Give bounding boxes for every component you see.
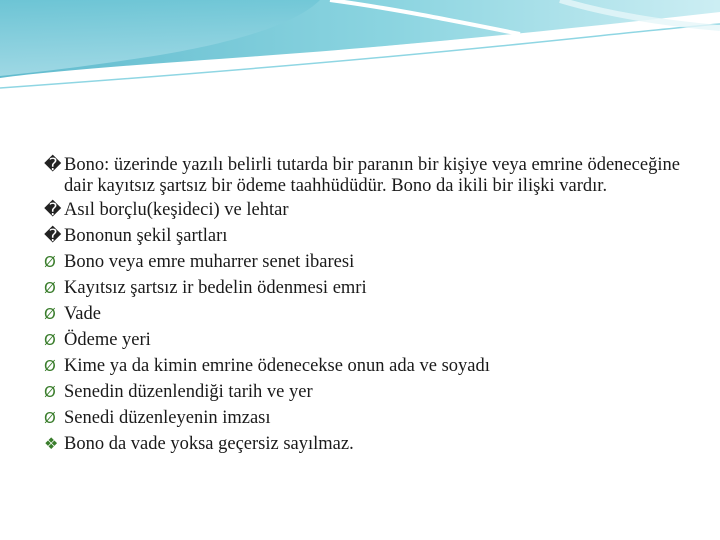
list-item-text: Senedi düzenleyenin imzası bbox=[64, 408, 271, 428]
list-item bbox=[44, 327, 684, 353]
replacement-char-icon: � bbox=[44, 226, 62, 246]
arrow-bullet-icon: Ø bbox=[44, 253, 56, 271]
list-item-text: Bono veya emre muharrer senet ibaresi bbox=[64, 252, 355, 272]
list-item bbox=[44, 249, 684, 275]
list-item bbox=[44, 197, 684, 223]
arrow-bullet-icon: Ø bbox=[44, 331, 56, 349]
arrow-bullet-icon: Ø bbox=[44, 279, 56, 297]
arrow-bullet-icon: Ø bbox=[44, 383, 56, 401]
list-item-text: Senedin düzenlendiği tarih ve yer bbox=[64, 382, 313, 402]
list-item-text: Bono: üzerinde yazılı belirli tutarda bir paranın bir kişiye veya emrine ödeneceğine dair kayıtsız şartsız bir ödeme taahhüdüdür. Bono da ikili bir ilişki vardır. bbox=[64, 155, 680, 196]
arrow-bullet-icon: Ø bbox=[44, 409, 56, 427]
arrow-bullet-icon: Ø bbox=[44, 357, 56, 375]
list-item bbox=[44, 223, 684, 249]
list-item bbox=[44, 152, 684, 197]
list-item bbox=[44, 379, 684, 405]
list-item-text: Ödeme yeri bbox=[64, 330, 151, 350]
list-item-text: Bononun şekil şartları bbox=[64, 226, 228, 246]
list-item-text: Kayıtsız şartsız ir bedelin ödenmesi emri bbox=[64, 278, 367, 298]
diamond-bullet-icon: ❖ bbox=[44, 434, 59, 453]
list-item bbox=[44, 353, 684, 379]
list-item bbox=[44, 431, 684, 457]
header-wave-decoration bbox=[0, 0, 720, 100]
list-item-text: Bono da vade yoksa geçersiz sayılmaz. bbox=[64, 434, 354, 454]
arrow-bullet-icon: Ø bbox=[44, 305, 56, 323]
replacement-char-icon: � bbox=[44, 155, 62, 175]
bullet-list bbox=[44, 152, 684, 457]
replacement-char-icon: � bbox=[44, 200, 62, 220]
list-item bbox=[44, 405, 684, 431]
list-item-text: Vade bbox=[64, 304, 101, 324]
list-item-text: Asıl borçlu(keşideci) ve lehtar bbox=[64, 200, 289, 220]
list-item-text: Kime ya da kimin emrine ödenecekse onun ada ve soyadı bbox=[64, 356, 490, 376]
list-item bbox=[44, 301, 684, 327]
list-item bbox=[44, 275, 684, 301]
